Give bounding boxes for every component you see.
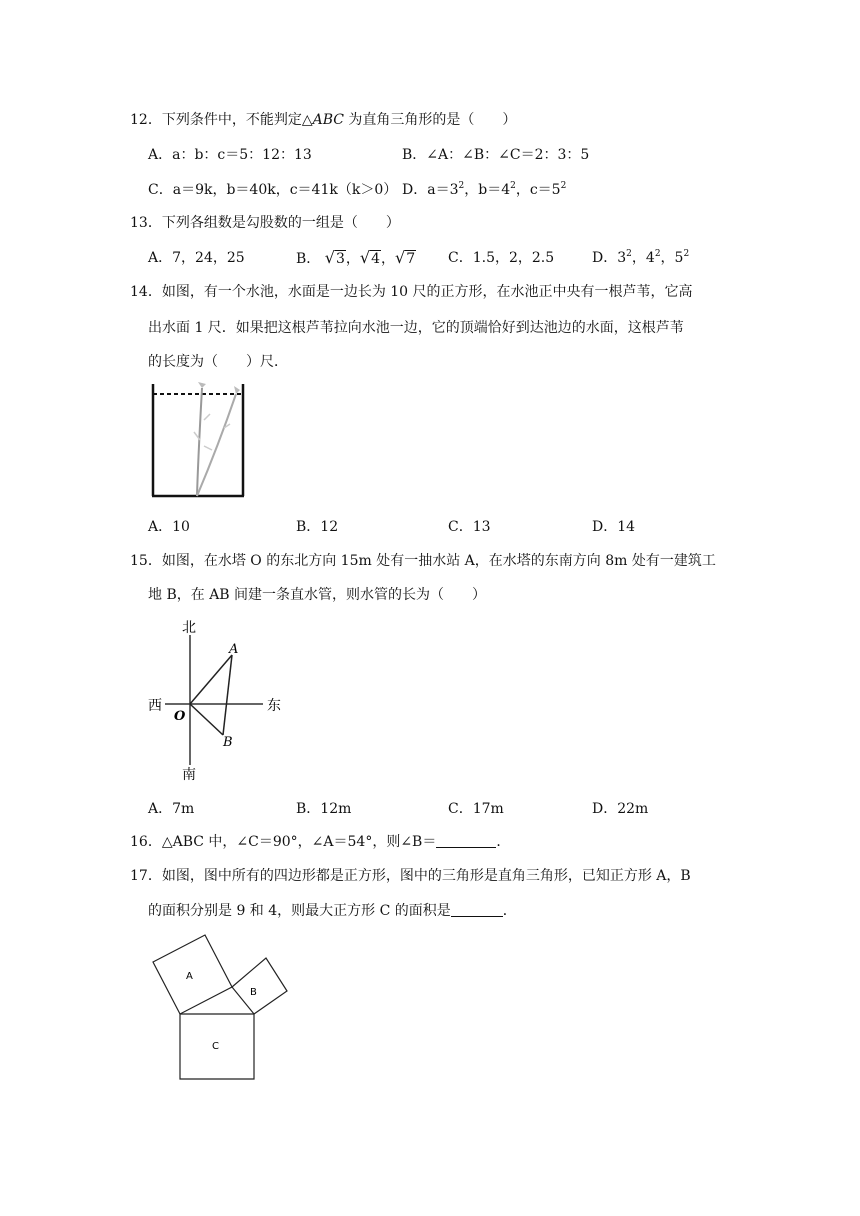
q15-option-c: C．17m [448, 801, 504, 817]
q15-line-2: 地 B，在 AB 间建一条直水管，则水管的长为（ ） [148, 587, 487, 603]
point-o-label: O [174, 709, 186, 724]
q13-option-a: A．7，24，25 [148, 250, 245, 266]
q12-option-a: A．a：b：c＝5：12：13 [148, 147, 312, 163]
squares-figure [148, 925, 298, 1085]
sqrt-7: √7 [395, 248, 416, 267]
q15-option-b: B．12m [296, 801, 352, 817]
compass-figure [145, 615, 295, 785]
point-b-label: B [223, 735, 233, 750]
answer-blank[interactable] [436, 833, 496, 848]
q15-option-d: D．22m [592, 801, 649, 817]
square-c-label: C [212, 1041, 219, 1052]
q13-option-c: C．1.5，2，2.5 [448, 250, 555, 266]
q13-option-d: D．$3^2$，$4^2$，$5^2$ [592, 249, 690, 266]
q17-line-1: 17．如图，图中所有的四边形都是正方形，图中的三角形是直角三角形，已知正方形 A，B [130, 868, 691, 884]
q14-option-a: A．10 [148, 519, 190, 535]
q14-line-2: 出水面 1 尺．如果把这根芦苇拉向水池一边，它的顶端恰好到达池边的水面，这根芦苇 [148, 320, 684, 336]
east-label: 东 [267, 698, 281, 714]
q12-option-c: C．a＝9k，b＝40k，c＝41k（k＞0） [148, 182, 398, 198]
q16-stem: 16．△ABC 中，∠C＝90°，∠A＝54°，则∠B＝ ． [130, 834, 511, 850]
q14-option-c: C．13 [448, 519, 491, 535]
q17-line-2: 的面积分别是 9 和 4，则最大正方形 C 的面积是 ． [148, 903, 517, 919]
point-a-label: A [229, 642, 239, 657]
sqrt-4: √4 [359, 248, 380, 267]
q14-line-3: 的长度为（ ）尺． [148, 354, 288, 370]
q13-option-b: B． √3，√4，√7 [296, 248, 416, 267]
square-b-label: B [250, 987, 257, 998]
pond-reed-figure [150, 380, 250, 500]
q13-stem: 13．下列各组数是勾股数的一组是（ ） [130, 215, 400, 231]
square-a-label: A [186, 971, 193, 982]
q12-stem: 12．下列条件中，不能判定△ABC 为直角三角形的是（ ） [130, 112, 517, 128]
q14-option-b: B．12 [296, 519, 339, 535]
q12-option-d: D．$a=3^2$，$b=4^2$，$c=5^2$ [402, 181, 567, 198]
answer-blank[interactable] [451, 902, 503, 917]
q14-line-1: 14．如图，有一个水池，水面是一边长为 10 尺的正方形，在水池正中央有一根芦苇，它高 [130, 284, 693, 300]
sqrt-3: √3 [324, 248, 345, 267]
q14-option-d: D．14 [592, 519, 636, 535]
north-label: 北 [182, 620, 196, 636]
west-label: 西 [148, 698, 162, 714]
q12-option-b: B．∠A：∠B：∠C＝2：3：5 [402, 147, 590, 163]
q15-line-1: 15．如图，在水塔 O 的东北方向 15m 处有一抽水站 A，在水塔的东南方向 8m 处有一建筑工 [130, 553, 716, 569]
south-label: 南 [182, 767, 196, 783]
q15-option-a: A．7m [148, 801, 195, 817]
